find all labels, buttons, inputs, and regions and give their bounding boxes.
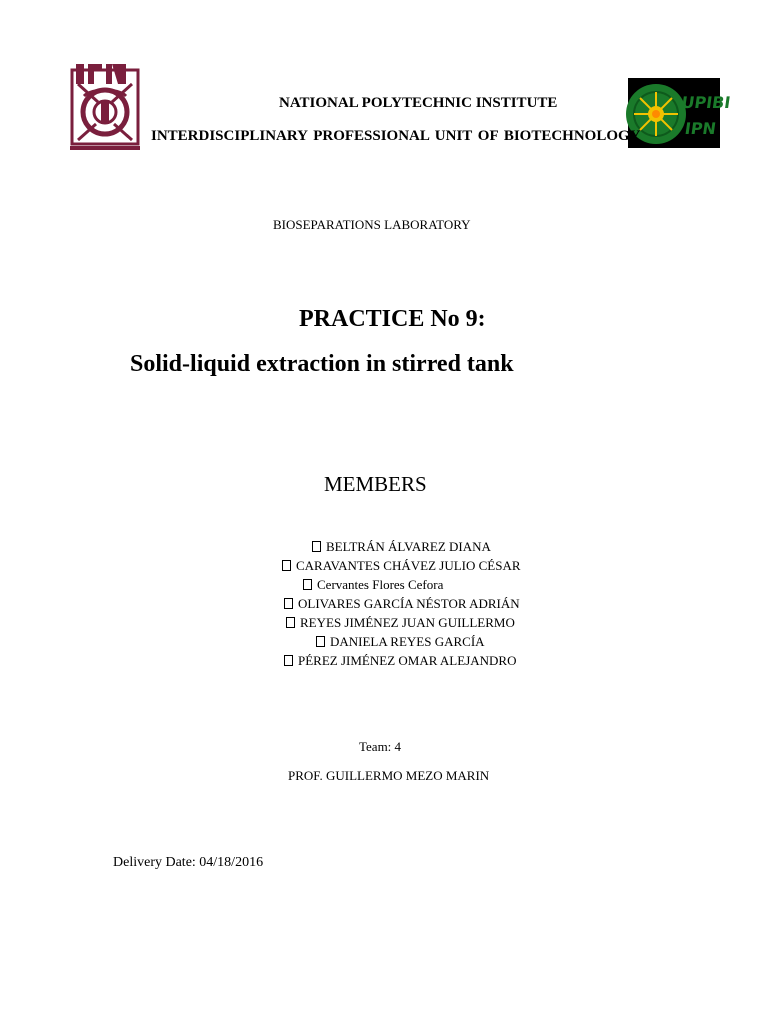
member-name: REYES JIMÉNEZ JUAN GUILLERMO [300, 615, 515, 630]
checkbox-bullet-icon [284, 655, 293, 666]
svg-text:IPN: IPN [683, 119, 718, 138]
checkbox-bullet-icon [286, 617, 295, 628]
professor-name: PROF. GUILLERMO MEZO MARIN [288, 768, 490, 783]
upibi-logo [628, 78, 732, 148]
member-name: Cervantes Flores Cefora [317, 577, 444, 592]
svg-text:UPIBI: UPIBI [680, 93, 732, 112]
checkbox-bullet-icon [303, 579, 312, 590]
member-item [286, 615, 515, 631]
unit-name: INTERDISCIPLINARY PROFESSIONAL UNIT OF BIOTECHNOLOGY [151, 128, 641, 144]
delivery-date: Delivery Date: 04/18/2016 [113, 855, 264, 870]
member-item [316, 634, 485, 650]
member-name: PÉREZ JIMÉNEZ OMAR ALEJANDRO [298, 653, 517, 668]
ipn-logo [68, 62, 142, 152]
member-name: OLIVARES GARCÍA NÉSTOR ADRIÁN [298, 596, 520, 611]
checkbox-bullet-icon [316, 636, 325, 647]
checkbox-bullet-icon [284, 598, 293, 609]
members-heading: MEMBERS [324, 472, 427, 496]
member-item [284, 653, 516, 669]
checkbox-bullet-icon [312, 541, 321, 552]
member-name: CARAVANTES CHÁVEZ JULIO CÉSAR [296, 558, 521, 573]
team-number: Team: 4 [359, 739, 402, 754]
member-item [303, 577, 443, 593]
institute-name: NATIONAL POLYTECHNIC INSTITUTE [279, 95, 558, 111]
member-name: DANIELA REYES GARCÍA [330, 634, 485, 649]
member-item [312, 539, 491, 555]
practice-number: PRACTICE No 9: [299, 306, 486, 332]
checkbox-bullet-icon [282, 560, 291, 571]
member-item [282, 558, 521, 574]
laboratory-name: BIOSEPARATIONS LABORATORY [273, 217, 471, 232]
member-item [284, 596, 520, 612]
member-name: BELTRÁN ÁLVAREZ DIANA [326, 539, 491, 554]
practice-title: Solid-liquid extraction in stirred tank [130, 351, 514, 377]
